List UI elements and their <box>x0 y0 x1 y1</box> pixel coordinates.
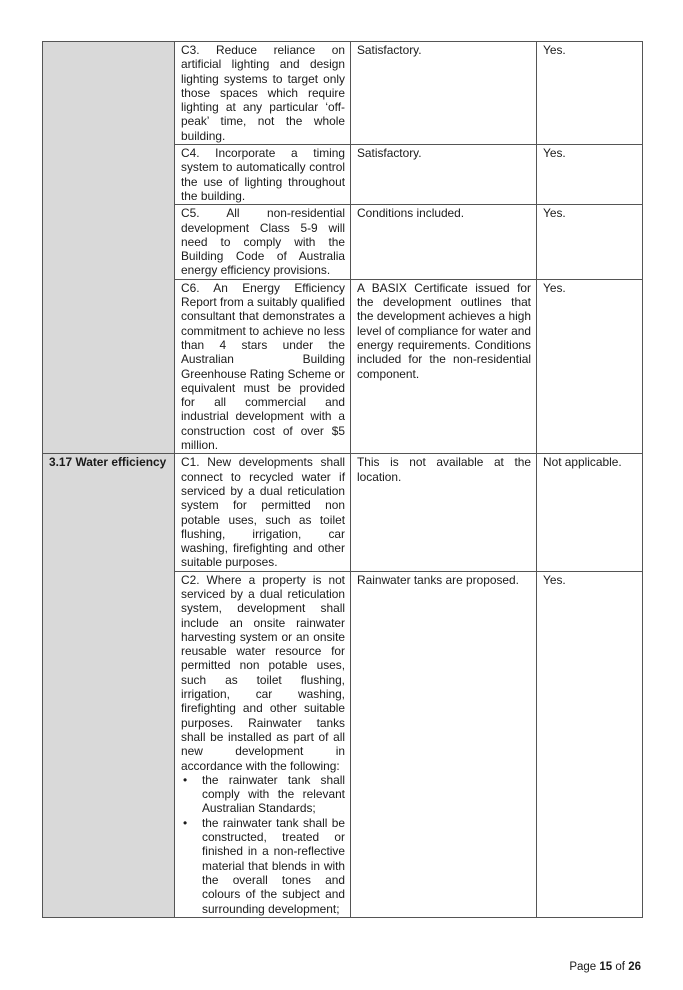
requirement-bullet-list <box>181 773 345 916</box>
table-row <box>43 42 643 145</box>
list-item <box>181 773 345 816</box>
total-pages: 26 <box>628 961 641 973</box>
requirement-cell: C1. New developments shall connect to recycled water if serviced by a dual reticulation system for permitted non potable uses, such as toilet flushing, irrigation, car washing, firefighting and other suitable purposes. <box>175 454 351 571</box>
compliance-cell: Yes. <box>537 145 643 205</box>
compliance-cell: Yes. <box>537 42 643 145</box>
of-label: of <box>615 961 625 973</box>
comment-cell: Conditions included. <box>351 205 537 279</box>
comment-cell: Satisfactory. <box>351 42 537 145</box>
requirement-cell: C3. Reduce reliance on artificial lighting and design lighting systems to target only those spaces which require lighting at any particular ‘off-peak’ time, not the whole building. <box>175 42 351 145</box>
section-cell: 3.17 Water efficiency <box>43 454 175 918</box>
requirement-cell: C5. All non-residential development Class 5-9 will need to comply with the Building Code of Australia energy efficiency provisions. <box>175 205 351 279</box>
bullet-icon: • <box>183 815 188 830</box>
list-item <box>181 816 345 916</box>
requirement-cell: C6. An Energy Efficiency Report from a suitably qualified consultant that demonstrates a commitment to achieve no less than 4 stars under the Australian Building Greenhouse Rating Scheme or equivalent must be provided for all commercial and industrial development with a construction cost of over $5 million. <box>175 279 351 454</box>
requirement-text: C2. Where a property is not serviced by a dual reticulation system, development shall include an onsite rainwater harvesting system or an onsite reusable water resource for permitted non potable uses, such as toilet flushing, irrigation, car washing, firefighting and other suitable purposes. Rainwater tanks shall be installed as part of all new development in accordance with the following: <box>181 572 345 773</box>
compliance-cell: Yes. <box>537 571 643 917</box>
list-item-text: the rainwater tank shall comply with the relevant Australian Standards; <box>202 772 345 816</box>
compliance-cell: Yes. <box>537 279 643 454</box>
section-cell <box>43 42 175 454</box>
comment-cell: Satisfactory. <box>351 145 537 205</box>
requirement-cell <box>175 571 351 917</box>
bullet-icon: • <box>183 772 188 787</box>
page-number: 15 <box>599 961 613 973</box>
page-number-footer <box>569 961 641 973</box>
comment-cell: A BASIX Certificate issued for the development outlines that the development achieves a high level of compliance for water and energy requirements. Conditions included for the non-residential component. <box>351 279 537 454</box>
page-label: Page <box>569 961 597 973</box>
table-row <box>43 454 643 571</box>
requirement-cell: C4. Incorporate a timing system to automatically control the use of lighting throughout the building. <box>175 145 351 205</box>
comment-cell: Rainwater tanks are proposed. <box>351 571 537 917</box>
compliance-cell: Not applicable. <box>537 454 643 571</box>
comment-cell: This is not available at the location. <box>351 454 537 571</box>
compliance-cell: Yes. <box>537 205 643 279</box>
list-item-text: the rainwater tank shall be constructed, treated or finished in a non-reflective material that blends in with the overall tones and colours of the subject and surrounding development; <box>202 815 345 916</box>
compliance-table <box>42 41 643 918</box>
